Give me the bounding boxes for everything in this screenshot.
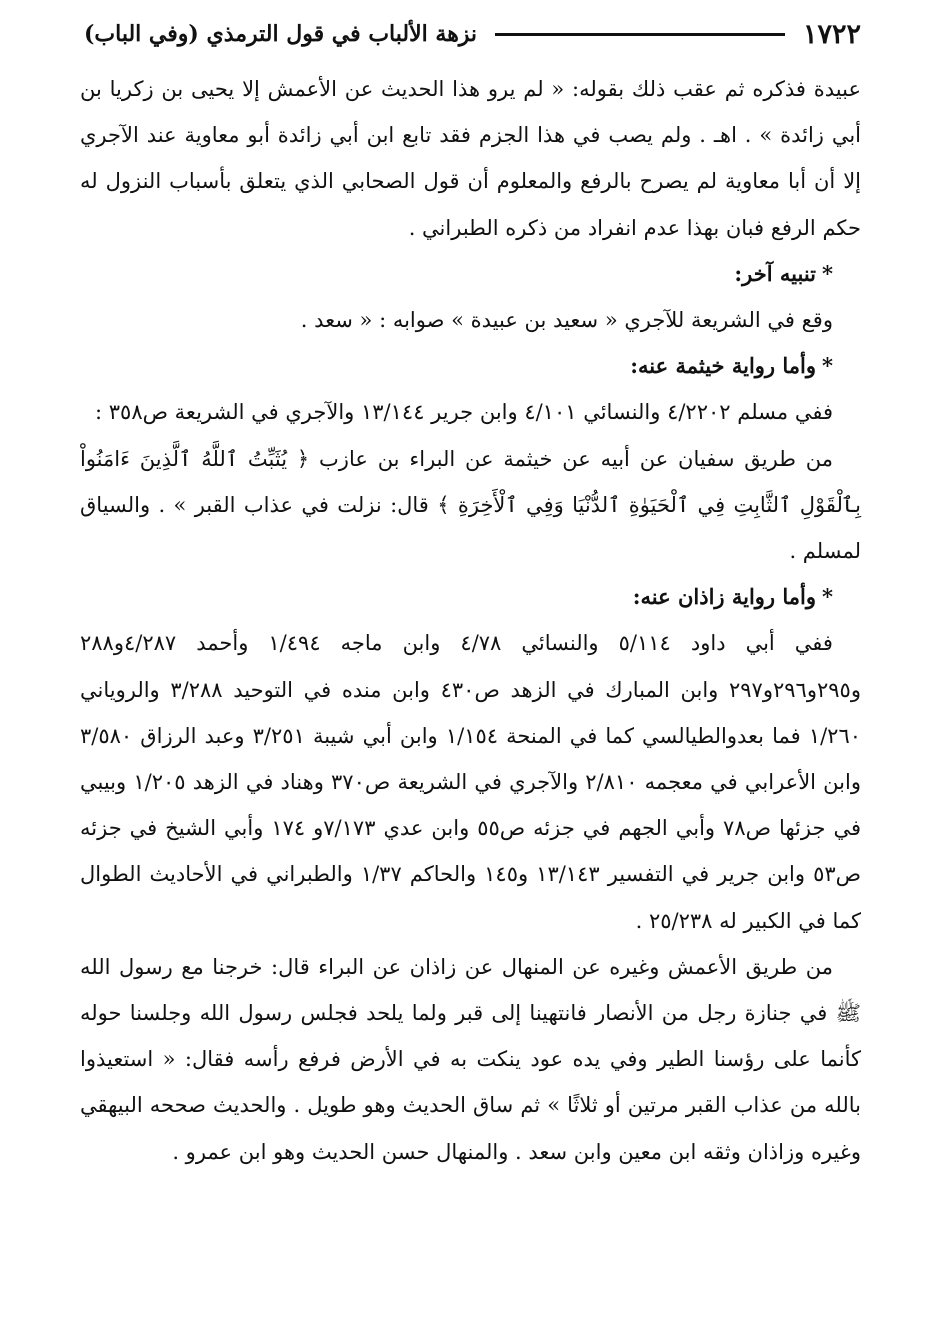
body-paragraph: عبيدة فذكره ثم عقب ذلك بقوله: « لم يرو هذا الحديث عن الأعمش إلا يحيى بن زكريا بن أبي زائدة » . اهـ . ولم يصب في هذا الجزم فقد تابع ابن أبي زائدة أبو معاوية عند الآجري إلا أن أبا معاوية لم يصرح بالرفع والمعلوم أن قول الصحابي الذي يتعلق بأسباب النزول له حكم الرفع فبان بهذا عدم انفراد من ذكره الطبراني . — [80, 77, 862, 240]
page-number: ١٧٢٢ — [802, 18, 861, 50]
running-header — [84, 14, 861, 54]
page-body — [80, 66, 861, 1175]
section-heading — [80, 343, 861, 389]
star-bullet: * — [822, 353, 833, 379]
section-heading-text: تنبيه آخر: — [734, 260, 817, 286]
body-paragraph: وقع في الشريعة للآجري « سعيد بن عبيدة » صوابه : « سعد . — [300, 308, 833, 333]
star-bullet: * — [822, 260, 833, 286]
section-heading — [80, 574, 861, 620]
body-paragraph: من طريق سفيان عن أبيه عن خيثمة عن البراء بن عازب ﴿ يُثَبِّتُ ٱللَّهُ ٱلَّذِينَ ءَامَنُواْ بِٱلْقَوْلِ ٱلثَّابِتِ فِي ٱلْحَيَوٰةِ ٱلدُّنْيَا وَفِي ٱلْأَخِرَةِ ﴾ قال: نزلت في عذاب القبر » . والسياق لمسلم . — [80, 446, 861, 564]
running-title: نزهة الألباب في قول الترمذي (وفي الباب) — [84, 21, 478, 47]
header-rule — [495, 33, 785, 36]
star-bullet: * — [822, 584, 833, 610]
body-paragraph: من طريق الأعمش وغيره عن المنهال عن زاذان عن البراء قال: خرجنا مع رسول الله ﷺ في جنازة رجل من الأنصار فانتهينا إلى قبر ولما يلحد فجلس رسول الله وجلسنا حوله كأنما على رؤسنا الطير وفي يده عود ينكت به في الأرض فرفع رأسه فقال: « استعيذوا بالله من عذاب القبر مرتين أو ثلاثًا » ثم ساق الحديث وهو طويل . والحديث صححه البيهقي وغيره وزاذان وثقه ابن معين وابن سعد . والمنهال حسن الحديث وهو ابن عمرو . — [80, 954, 861, 1164]
section-heading — [80, 251, 861, 297]
body-paragraph: ففي أبي داود ٥/١١٤ والنسائي ٤/٧٨ وابن ماجه ١/٤٩٤ وأحمد ٤/٢٨٧و٢٨٨ و٢٩٥و٢٩٦و٢٩٧ وابن المبارك في الزهد ص٤٣٠ وابن منده في التوحيد ٣/٢٨٨ والروياني ١/٢٦٠ فما بعدوالطيالسي كما في المنحة ١/١٥٤ وابن أبي شيبة ٣/٢٥١ وعبد الرزاق ٣/٥٨٠ وابن الأعرابي في معجمه ٢/٨١٠ والآجري في الشريعة ص٣٧٠ وهناد في الزهد ١/٢٠٥ وبيبي في جزئها ص٧٨ وأبي الجهم في جزئه ص٥٥ وابن عدي ٧/١٧٣و ١٧٤ وأبي الشيخ في جزئه ص٥٣ وابن جرير في التفسير ١٣/١٤٣ و١٤٥ والحاكم ١/٣٧ والطبراني في الأحاديث الطوال كما في الكبير له ٢٥/٢٣٨ . — [80, 631, 862, 933]
body-paragraph: ففي مسلم ٤/٢٢٠٢ والنسائي ٤/١٠١ وابن جرير ١٣/١٤٤ والآجري في الشريعة ص٣٥٨ : — [95, 400, 833, 425]
section-heading-text: وأما رواية زاذان عنه: — [632, 584, 817, 610]
section-heading-text: وأما رواية خيثمة عنه: — [630, 353, 817, 379]
